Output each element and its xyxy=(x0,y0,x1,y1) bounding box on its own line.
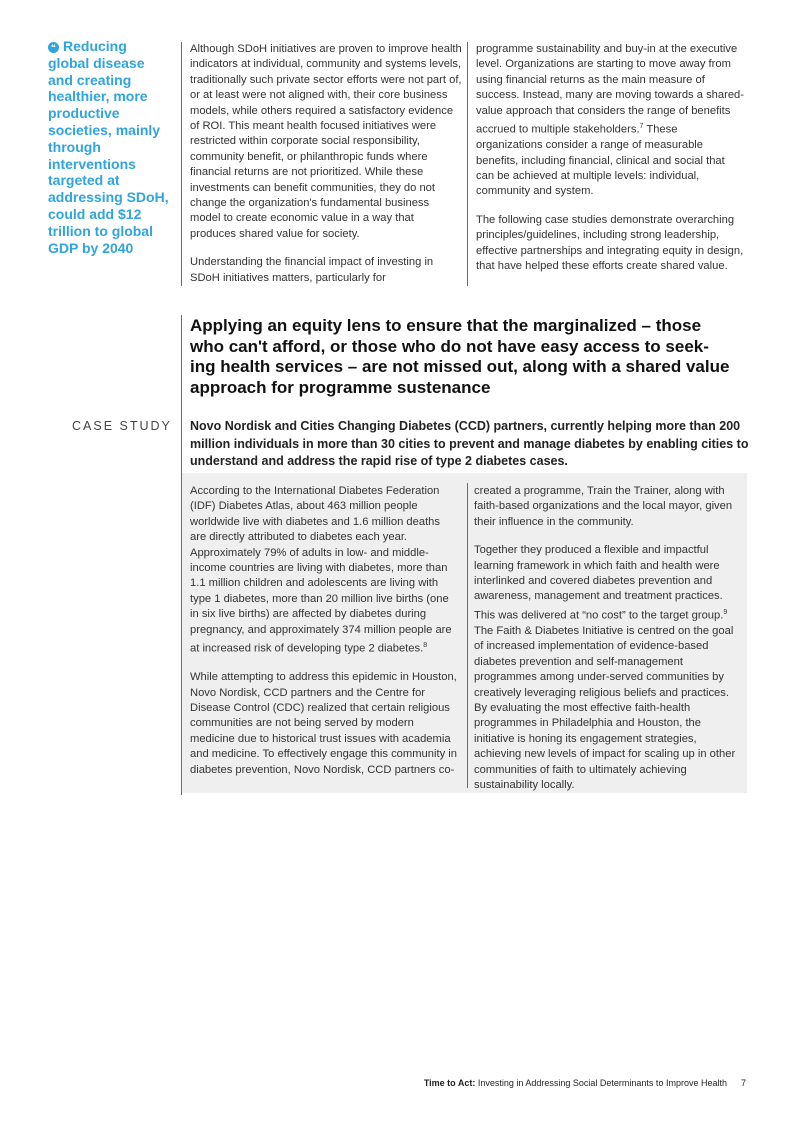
column-divider-left xyxy=(181,42,182,286)
intro-paragraph: Although SDoH initiatives are proven to improve health indicators at individual, community and systems levels, traditionally such private sector efforts were not part of, or at least were not aligned with, their core business models, while others required a satisfactory evidence of ROI. This meant health focused initiatives were restricted within corporate social responsibility, community benefit, or philanthropic funds where financial returns are not prioritized. While these investments can benefit communities, they do not change the organization's fundamental business model to create economic value in a way that produces shared value for society. xyxy=(190,43,462,240)
footnote-ref: 9 xyxy=(723,608,728,616)
case-paragraph: created a programme, Train the Trainer, along with faith-based organizations and the local mayor, given their influence in the community. xyxy=(474,485,733,528)
pull-quote xyxy=(48,38,170,256)
page-number: 7 xyxy=(740,1078,746,1088)
case-paragraph: According to the International Diabetes Federation (IDF) Diabetes Atlas, about 463 million people worldwide live with diabetes and 1.6 million deaths are directly attributed to diabetes each year. Approximately 79% of adults in low- and middle-income countries are living with diabetes, more than 1.1 million children and adolescents are living with type 1 diabetes, more than 20 million live births (one in six live births) are affected by diabetes during pregnancy, and approximately 374 million people are at increased risk of developing type 2 diabetes.$^8$ xyxy=(190,485,452,655)
section-heading: Applying an equity lens to ensure that the marginalized – those who can't afford, or those who do not have easy access to seek-ing health services – are not missed out, along with a shared value approach for programme sustenance xyxy=(190,316,730,397)
case-paragraph: While attempting to address this epidemic in Houston, Novo Nordisk, CCD partners and the Centre for Disease Control (CDC) realized that certain religious communities are not being served by modern medicine due to historical trust issues with academia and medicine. To effectively engage this community in diabetes prevention, Novo Nordisk, CCD partners co- xyxy=(190,671,457,776)
intro-paragraph: Understanding the financial impact of investing in SDoH initiatives matters, particularly for xyxy=(190,256,434,284)
quote-icon: ❝ xyxy=(48,42,59,53)
intro-paragraph: programme sustainability and buy-in at the executive level. Organizations are starting to move away from using financial returns as the main measure of success. Instead, many are moving towards a shared-value approach that considers the range of benefits accrued to multiple stakeholders.$^7$ These organizations consider a range of measurable benefits, including financial, clinical and social that can be achieved at multiple levels: individual, community and system. xyxy=(476,43,745,198)
case-study-heading: Novo Nordisk and Cities Changing Diabetes (CCD) partners, currently helping more than 200 million individuals in more than 30 cities to prevent and manage diabetes by enabling cities to understand and address the rapid rise of type 2 diabetes cases. xyxy=(190,419,749,468)
report-title: Investing in Addressing Social Determinants to Improve Health xyxy=(475,1078,727,1088)
case-left-column xyxy=(190,484,458,778)
pull-quote-text: Reducing global disease and creating healthier, more productive societies, mainly through interventions targeted at addressing SDoH, could add $12 trillion to global GDP by 2040 xyxy=(48,38,169,256)
intro-right-column xyxy=(476,42,744,274)
intro-paragraph: The following case studies demonstrate overarching principles/guidelines, including strong leadership, effective partnerships and integrating equity in design, that have helped these efforts create shared value. xyxy=(476,213,744,273)
case-right-column xyxy=(474,484,744,793)
case-column-divider xyxy=(467,483,468,788)
footnote-ref: 8 xyxy=(423,642,428,650)
case-study-label: CASE STUDY xyxy=(72,419,172,433)
intro-left-column xyxy=(190,42,462,286)
page-footer xyxy=(424,1078,746,1088)
case-paragraph: Together they produced a flexible and impactful learning framework in which faith and health were interlinked and covered diabetes prevention and awareness, management and treatment practices. This was delivered at “no cost” to the target group.$^9$ The Faith & Diabetes Initiative is centred on the goal of increased implementation of evidence-based diabetes prevention and self-management programmes among under-served communities by creatively leveraging religious beliefs and practices. By evaluating the most effective faith-health programmes in Philadelphia and Houston, the initiative is honing its engagement strategies, achieving new levels of impact for scaling up in other communities of faith to ultimately achieving sustainability locally. xyxy=(474,544,736,792)
footnote-ref: 7 xyxy=(639,123,644,131)
column-divider-middle xyxy=(467,42,468,286)
report-title-bold: Time to Act: xyxy=(423,1078,476,1088)
